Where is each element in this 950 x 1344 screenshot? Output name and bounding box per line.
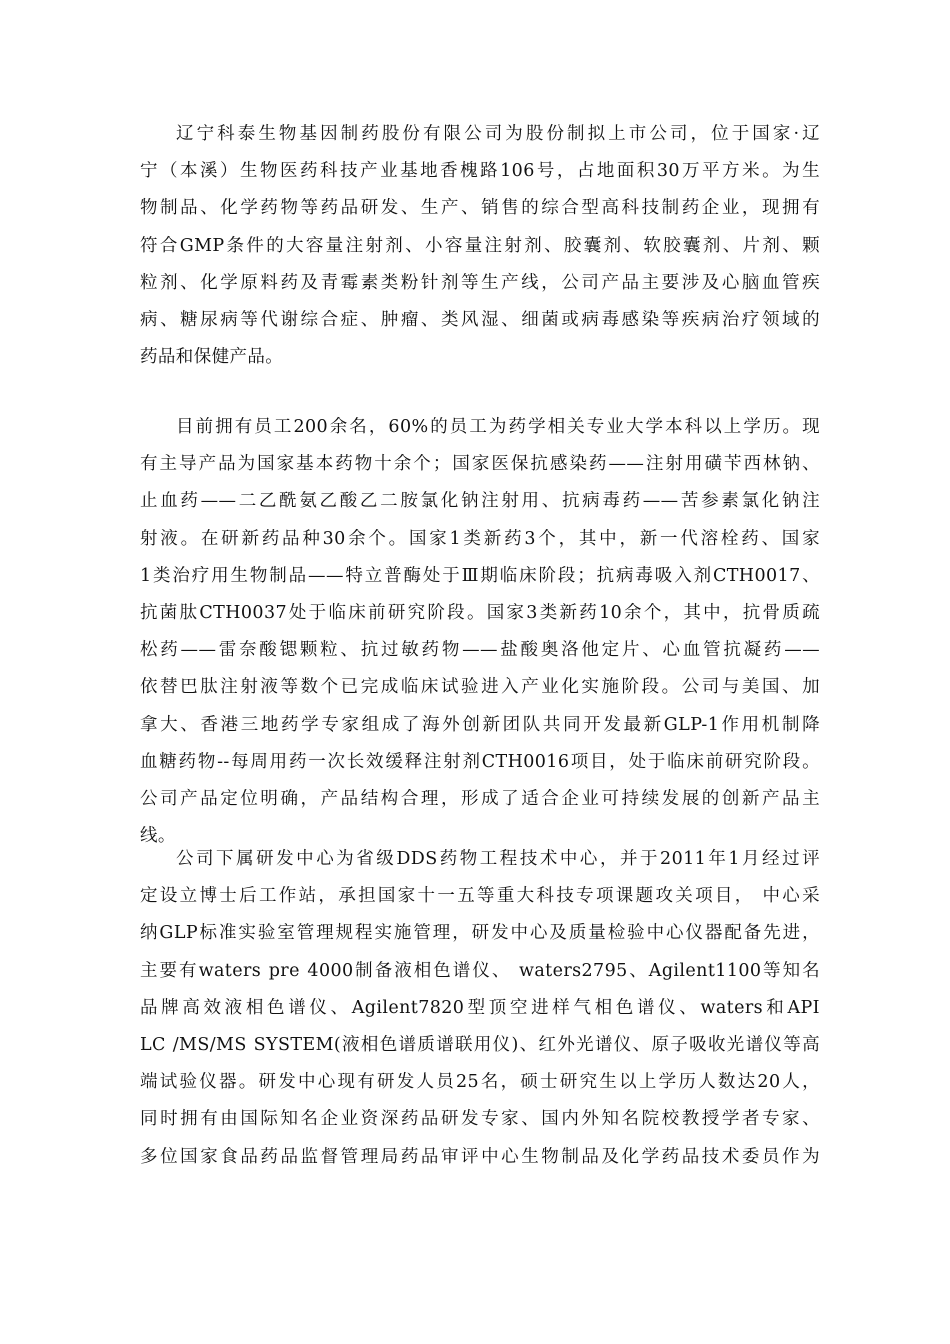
paragraph-rd-center — [140, 841, 820, 1176]
paragraph-line: 药品和保健产品。 — [140, 347, 284, 368]
paragraph-line: 多位国家食品药品监督管理局药品审评中心生物制品及化学药品技术委员作为 — [140, 1146, 820, 1167]
paragraph-line: 抗菌肽CTH0037处于临床前研究阶段。国家3类新药10余个，其中，抗骨质疏 — [140, 602, 820, 623]
paragraph-line: 依替巴肽注射液等数个已完成临床试验进入产业化实施阶段。公司与美国、加 — [140, 677, 820, 698]
paragraph-line: 粒剂、化学原料药及青霉素类粉针剂等生产线，公司产品主要涉及心脑血管疾 — [140, 272, 820, 293]
paragraph-line: 符合GMP条件的大容量注射剂、小容量注射剂、胶囊剂、软胶囊剂、片剂、颗 — [140, 235, 820, 256]
paragraph-line: 血糖药物--每周用药一次长效缓释注射剂CTH0016项目，处于临床前研究阶段。 — [140, 751, 820, 772]
paragraph-line: 品牌高效液相色谱仪、Agilent7820型顶空进样气相色谱仪、waters和API — [140, 997, 820, 1018]
paragraph-line: 同时拥有由国际知名企业资深药品研发专家、国内外知名院校教授学者专家、 — [140, 1109, 820, 1130]
paragraph-line: 有主导产品为国家基本药物十余个；国家医保抗感染药——注射用磺苄西林钠、 — [140, 454, 820, 475]
paragraph-line: 纳GLP标准实验室管理规程实施管理，研发中心及质量检验中心仪器配备先进， — [140, 923, 820, 944]
paragraph-line: 目前拥有员工200余名，60%的员工为药学相关专业大学本科以上学历。现 — [176, 417, 820, 437]
paragraph-line: 物制品、化学药物等药品研发、生产、销售的综合型高科技制药企业，现拥有 — [140, 198, 820, 219]
paragraph-line: 病、糖尿病等代谢综合症、肿瘤、类风湿、细菌或病毒感染等疾病治疗领域的 — [140, 309, 820, 330]
paragraph-line: 公司下属研发中心为省级DDS药物工程技术中心，并于2011年1月经过评 — [176, 849, 820, 869]
paragraph-line: 松药——雷奈酸锶颗粒、抗过敏药物——盐酸奥洛他定片、心血管抗凝药—— — [140, 640, 820, 661]
paragraph-line: 拿大、香港三地药学专家组成了海外创新团队共同开发最新GLP-1作用机制降 — [140, 714, 820, 735]
paragraph-line: 公司产品定位明确，产品结构合理，形成了适合企业可持续发展的创新产品主 — [140, 788, 820, 809]
paragraph-company-overview — [140, 116, 820, 376]
paragraph-line: 宁（本溪）生物医药科技产业基地香槐路106号，占地面积30万平方米。为生 — [140, 161, 820, 182]
paragraph-line: 主要有waters pre 4000制备液相色谱仪、 waters2795、Agilent1100等知名 — [140, 960, 820, 981]
paragraph-line: 1类治疗用生物制品——特立普酶处于Ⅲ期临床阶段；抗病毒吸入剂CTH0017、 — [140, 565, 820, 586]
paragraph-line: LC /MS/MS SYSTEM(液相色谱质谱联用仪)、红外光谱仪、原子吸收光谱仪等高 — [140, 1034, 820, 1055]
paragraph-line: 射液。在研新药品种30余个。国家1类新药3个，其中，新一代溶栓药、国家 — [140, 528, 820, 549]
paragraph-line: 端试验仪器。研发中心现有研发人员25名，硕士研究生以上学历人数达20人， — [140, 1072, 820, 1093]
paragraph-line: 辽宁科泰生物基因制药股份有限公司为股份制拟上市公司，位于国家·辽 — [176, 124, 820, 144]
paragraph-line: 定设立博士后工作站，承担国家十一五等重大科技专项课题攻关项目， 中心采 — [140, 886, 820, 907]
paragraph-products-pipeline — [140, 409, 820, 855]
paragraph-line: 线。 — [140, 826, 176, 847]
paragraph-line: 止血药——二乙酰氨乙酸乙二胺氯化钠注射用、抗病毒药——苦参素氯化钠注 — [140, 491, 820, 512]
